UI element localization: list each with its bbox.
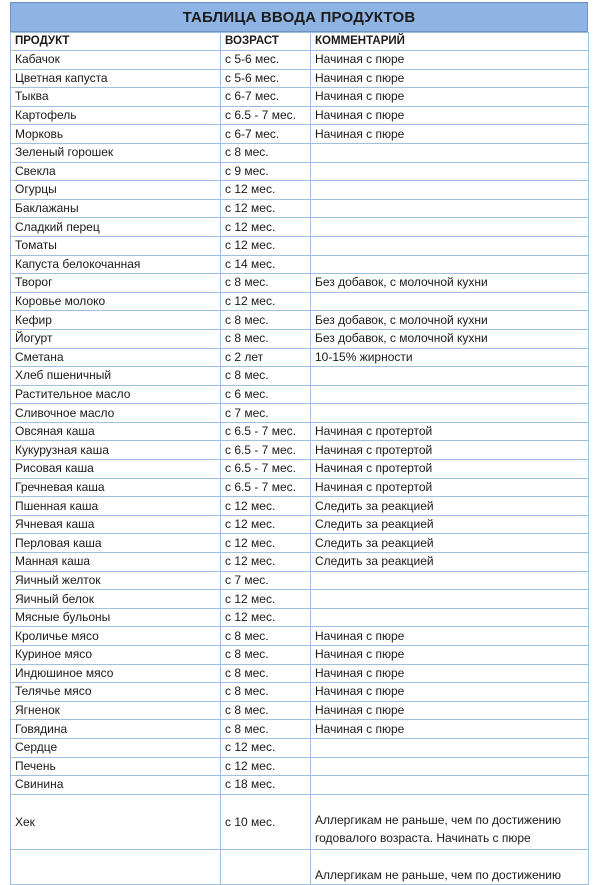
comment-cell: Начиная с пюре: [311, 701, 589, 720]
table-row: [11, 51, 589, 70]
comment-cell: Аллергикам не раньше, чем по достижению годовалого возраста. Начинать с пюре: [311, 794, 589, 849]
product-cell: Свинина: [11, 776, 221, 795]
product-cell: Печень: [11, 757, 221, 776]
table-row: [11, 738, 589, 757]
product-cell: Сладкий перец: [11, 218, 221, 237]
product-cell: Сливочное масло: [11, 404, 221, 423]
comment-cell: [311, 218, 589, 237]
comment-cell: Начиная с протертой: [311, 460, 589, 479]
age-cell: с 18 мес.: [221, 776, 311, 795]
comment-cell: Начиная с пюре: [311, 69, 589, 88]
table-row: [11, 348, 589, 367]
table-row: [11, 385, 589, 404]
table-row: [11, 590, 589, 609]
product-cell: Овсяная каша: [11, 422, 221, 441]
comment-cell: 10-15% жирности: [311, 348, 589, 367]
comment-cell: Начиная с пюре: [311, 646, 589, 665]
age-cell: с 8 мес.: [221, 664, 311, 683]
age-cell: с 12 мес.: [221, 553, 311, 572]
age-cell: с 8 мес.: [221, 627, 311, 646]
header-product: ПРОДУКТ: [11, 33, 221, 51]
product-cell: Яичный белок: [11, 590, 221, 609]
table-row: [11, 255, 589, 274]
table-row: [11, 422, 589, 441]
comment-cell: Начиная с протертой: [311, 478, 589, 497]
product-cell: Яичный желток: [11, 571, 221, 590]
table-row: [11, 776, 589, 795]
product-cell: Творог: [11, 274, 221, 293]
table-row: [11, 69, 589, 88]
table-row: [11, 720, 589, 739]
product-cell: Кукурузная каша: [11, 441, 221, 460]
products-table: [10, 32, 589, 885]
table-row: [11, 646, 589, 665]
comment-cell: Начиная с пюре: [311, 720, 589, 739]
comment-cell: Начиная с протертой: [311, 441, 589, 460]
comment-cell: Начиная с пюре: [311, 51, 589, 70]
table-row: [11, 106, 589, 125]
product-cell: Коровье молоко: [11, 292, 221, 311]
product-cell: Гречневая каша: [11, 478, 221, 497]
product-cell: Йогурт: [11, 329, 221, 348]
product-cell: Морковь: [11, 125, 221, 144]
comment-cell: Начиная с пюре: [311, 88, 589, 107]
age-cell: с 7 мес.: [221, 571, 311, 590]
age-cell: с 8 мес.: [221, 683, 311, 702]
age-cell: с 2 лет: [221, 348, 311, 367]
comment-cell: [311, 757, 589, 776]
age-cell: с 12 мес.: [221, 534, 311, 553]
product-cell: Сердце: [11, 738, 221, 757]
product-cell: Капуста белокочанная: [11, 255, 221, 274]
comment-cell: Без добавок, с молочной кухни: [311, 274, 589, 293]
table-row: [11, 143, 589, 162]
table-row: [11, 125, 589, 144]
product-cell: Манная каша: [11, 553, 221, 572]
product-cell: Рисовая каша: [11, 460, 221, 479]
age-cell: с 12 мес.: [221, 497, 311, 516]
age-cell: с 5-6 мес.: [221, 69, 311, 88]
table-row: [11, 218, 589, 237]
comment-cell: Без добавок, с молочной кухни: [311, 329, 589, 348]
product-cell: Индюшиное мясо: [11, 664, 221, 683]
table-row: [11, 608, 589, 627]
product-cell: Говядина: [11, 720, 221, 739]
age-cell: с 6.5 - 7 мес.: [221, 422, 311, 441]
age-cell: с 7 мес.: [221, 404, 311, 423]
age-cell: с 6-7 мес.: [221, 125, 311, 144]
age-cell: с 12 мес.: [221, 181, 311, 200]
table-row: [11, 88, 589, 107]
table-row: [11, 460, 589, 479]
age-cell: с 8 мес.: [221, 143, 311, 162]
comment-cell: Начиная с протертой: [311, 422, 589, 441]
table-row: [11, 292, 589, 311]
comment-cell: [311, 776, 589, 795]
comment-cell: [311, 738, 589, 757]
table-row: [11, 367, 589, 386]
product-cell: Кроличье мясо: [11, 627, 221, 646]
product-cell: Растительное масло: [11, 385, 221, 404]
product-cell: Свекла: [11, 162, 221, 181]
age-cell: с 8 мес.: [221, 329, 311, 348]
table-row: [11, 497, 589, 516]
comment-cell: Начиная с пюре: [311, 683, 589, 702]
table-row: [11, 534, 589, 553]
product-cell: Хлеб пшеничный: [11, 367, 221, 386]
comment-cell: [311, 236, 589, 255]
age-cell: с 12 мес.: [221, 738, 311, 757]
comment-cell: [311, 255, 589, 274]
age-cell: с 12 мес.: [221, 590, 311, 609]
age-cell: с 12 мес.: [221, 608, 311, 627]
product-cell: Сметана: [11, 348, 221, 367]
age-cell: с 8 мес.: [221, 367, 311, 386]
comment-cell: Начиная с пюре: [311, 106, 589, 125]
age-cell: с 8 мес.: [221, 701, 311, 720]
comment-cell: [311, 162, 589, 181]
table-row: [11, 311, 589, 330]
table-row: [11, 162, 589, 181]
age-cell: с 6.5 - 7 мес.: [221, 460, 311, 479]
age-cell: с 12 мес.: [221, 199, 311, 218]
comment-cell: [311, 199, 589, 218]
age-cell: с 12 мес.: [221, 515, 311, 534]
comment-cell: [311, 385, 589, 404]
product-cell: Томаты: [11, 236, 221, 255]
comment-cell: [311, 404, 589, 423]
table-row: [11, 199, 589, 218]
product-cell: Кефир: [11, 311, 221, 330]
table-row: [11, 627, 589, 646]
product-cell: Ягненок: [11, 701, 221, 720]
product-cell: Хек: [11, 794, 221, 849]
table-row: [11, 441, 589, 460]
age-cell: с 8 мес.: [221, 646, 311, 665]
product-cell: Огурцы: [11, 181, 221, 200]
product-cell: Пшенная каша: [11, 497, 221, 516]
age-cell: [221, 849, 311, 884]
comment-cell: [311, 292, 589, 311]
comment-cell: [311, 571, 589, 590]
table-row: [11, 794, 589, 849]
age-cell: с 10 мес.: [221, 794, 311, 849]
product-cell: Перловая каша: [11, 534, 221, 553]
product-cell: [11, 849, 221, 884]
comment-cell: [311, 590, 589, 609]
table-row: [11, 329, 589, 348]
product-cell: Картофель: [11, 106, 221, 125]
comment-cell: Следить за реакцией: [311, 515, 589, 534]
product-cell: Ячневая каша: [11, 515, 221, 534]
comment-cell: Без добавок, с молочной кухни: [311, 311, 589, 330]
comment-cell: [311, 181, 589, 200]
table-row: [11, 181, 589, 200]
product-cell: Цветная капуста: [11, 69, 221, 88]
comment-cell: Начиная с пюре: [311, 664, 589, 683]
comment-cell: Аллергикам не раньше, чем по достижению: [311, 849, 589, 884]
table-title: ТАБЛИЦА ВВОДА ПРОДУКТОВ: [10, 2, 588, 32]
comment-cell: Следить за реакцией: [311, 534, 589, 553]
header-age: ВОЗРАСТ: [221, 33, 311, 51]
table-row: [11, 701, 589, 720]
table-row: [11, 553, 589, 572]
age-cell: с 6-7 мес.: [221, 88, 311, 107]
table-row: [11, 515, 589, 534]
table-row: [11, 404, 589, 423]
table-body: [11, 51, 589, 885]
comment-cell: Следить за реакцией: [311, 497, 589, 516]
comment-cell: Начиная с пюре: [311, 125, 589, 144]
products-table-page: [10, 2, 588, 885]
age-cell: с 12 мес.: [221, 292, 311, 311]
table-row: [11, 683, 589, 702]
age-cell: с 6.5 - 7 мес.: [221, 441, 311, 460]
comment-cell: Начиная с пюре: [311, 627, 589, 646]
product-cell: Куриное мясо: [11, 646, 221, 665]
comment-cell: [311, 608, 589, 627]
product-cell: Баклажаны: [11, 199, 221, 218]
age-cell: с 12 мес.: [221, 757, 311, 776]
comment-cell: Следить за реакцией: [311, 553, 589, 572]
header-comment: КОММЕНТАРИЙ: [311, 33, 589, 51]
table-row: [11, 571, 589, 590]
age-cell: с 6 мес.: [221, 385, 311, 404]
table-row: [11, 664, 589, 683]
age-cell: с 9 мес.: [221, 162, 311, 181]
comment-cell: [311, 367, 589, 386]
product-cell: Мясные бульоны: [11, 608, 221, 627]
age-cell: с 8 мес.: [221, 274, 311, 293]
table-row: [11, 274, 589, 293]
age-cell: с 12 мес.: [221, 236, 311, 255]
age-cell: с 8 мес.: [221, 720, 311, 739]
age-cell: с 8 мес.: [221, 311, 311, 330]
comment-cell: [311, 143, 589, 162]
table-row: [11, 478, 589, 497]
product-cell: Зеленый горошек: [11, 143, 221, 162]
table-row: [11, 757, 589, 776]
age-cell: с 6.5 - 7 мес.: [221, 106, 311, 125]
header-row: [11, 33, 589, 51]
product-cell: Кабачок: [11, 51, 221, 70]
age-cell: с 6.5 - 7 мес.: [221, 478, 311, 497]
product-cell: Тыква: [11, 88, 221, 107]
age-cell: с 12 мес.: [221, 218, 311, 237]
product-cell: Телячье мясо: [11, 683, 221, 702]
age-cell: с 14 мес.: [221, 255, 311, 274]
age-cell: с 5-6 мес.: [221, 51, 311, 70]
table-row: [11, 849, 589, 884]
table-row: [11, 236, 589, 255]
